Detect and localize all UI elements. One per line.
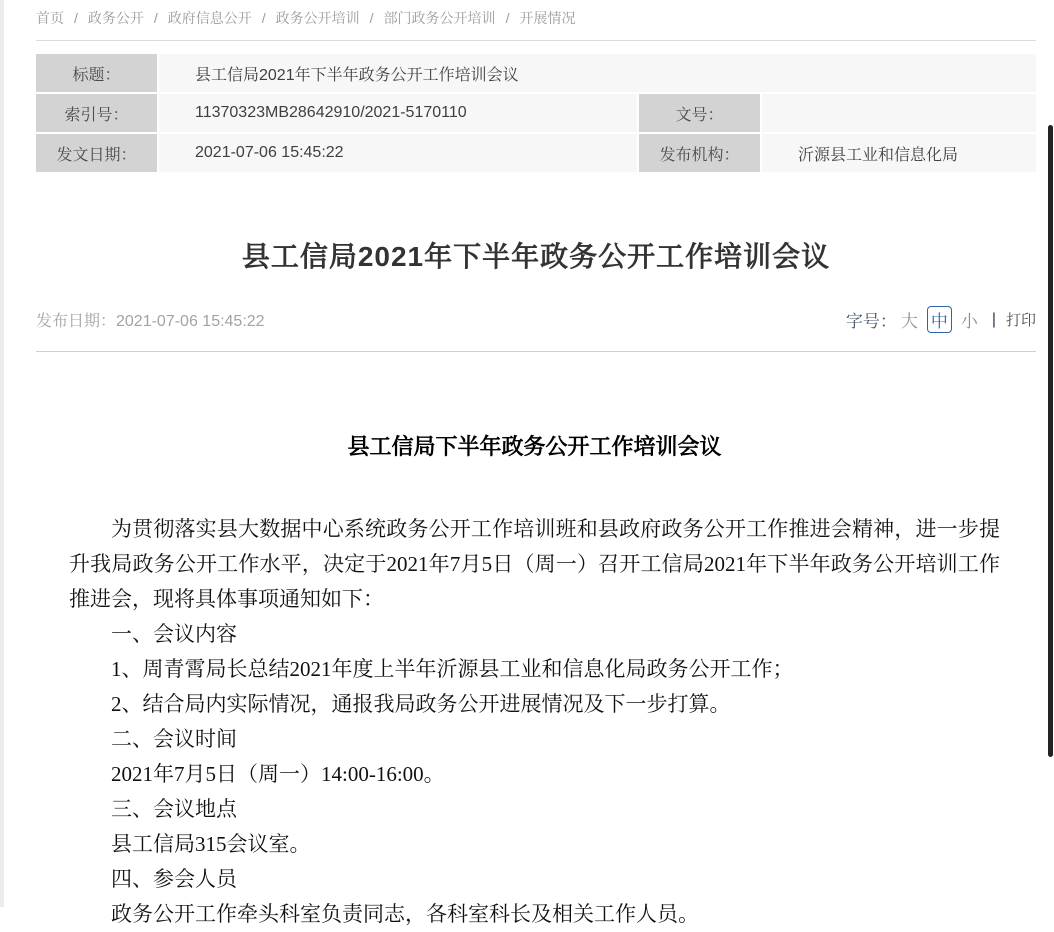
breadcrumb-item-gongkaipeixun[interactable]: 政务公开培训 <box>275 10 360 26</box>
meta-date-label: 发文日期： <box>36 134 157 172</box>
document-inner-title: 县工信局下半年政务公开工作培训会议 <box>347 434 722 459</box>
breadcrumb-item-zhengwugongkai[interactable]: 政务公开 <box>87 10 144 26</box>
meta-index-value: 11370323MB28642910/2021-5170110 <box>159 94 637 132</box>
article-heading-3: 三、会议地点 <box>111 797 237 821</box>
article-content <box>69 429 1000 932</box>
article-paragraph: 1、周青霄局长总结2021年度上半年沂源县工业和信息化局政务公开工作； <box>111 657 794 681</box>
article-paragraph: 县工信局315会议室。 <box>111 832 311 856</box>
vertical-scrollbar-thumb[interactable] <box>1048 125 1053 757</box>
font-size-large-button[interactable]: 大 <box>900 312 918 331</box>
breadcrumb-item-home[interactable]: 首页 <box>36 10 64 26</box>
article-toolbar-row <box>36 306 1036 352</box>
meta-title-label: 标题： <box>36 54 157 92</box>
meta-agency-label: 发布机构： <box>639 134 760 172</box>
publish-date: 发布日期：2021-07-06 15:45:22 <box>36 313 265 330</box>
breadcrumb-separator: / <box>369 10 374 26</box>
breadcrumb-separator: / <box>74 10 78 26</box>
page-title: 县工信局2021年下半年政务公开工作培训会议 <box>241 241 831 272</box>
meta-agency-value: 沂源县工业和信息化局 <box>762 134 1036 172</box>
meta-title-value: 县工信局2021年下半年政务公开工作培训会议 <box>159 54 1036 92</box>
breadcrumb-item-bumenpeixun[interactable]: 部门政务公开培训 <box>383 10 496 26</box>
toolbar-divider: | <box>991 310 996 328</box>
breadcrumb-separator: / <box>153 10 158 26</box>
document-meta-table <box>36 54 1036 172</box>
breadcrumb-item-xinxigongkai[interactable]: 政府信息公开 <box>167 10 252 26</box>
font-size-medium-button[interactable]: 中 <box>927 306 952 333</box>
breadcrumb <box>36 0 1036 41</box>
article-heading-4: 四、参会人员 <box>111 867 237 891</box>
article-heading-2: 二、会议时间 <box>111 727 237 751</box>
breadcrumb-separator: / <box>505 10 510 26</box>
print-button[interactable]: 打印 <box>1005 312 1036 329</box>
page-left-edge <box>0 0 4 907</box>
article-paragraph: 2021年7月5日（周一）14:00-16:00。 <box>111 762 445 786</box>
meta-date-value: 2021-07-06 15:45:22 <box>159 134 637 172</box>
meta-docno-value <box>762 94 1036 132</box>
article-paragraph: 政务公开工作牵头科室负责同志，各科室科长及相关工作人员。 <box>111 902 699 926</box>
article-heading-1: 一、会议内容 <box>111 622 237 646</box>
main-container <box>36 0 1036 932</box>
article-tools <box>846 306 1036 333</box>
article-paragraph: 为贯彻落实县大数据中心系统政务公开工作培训班和县政府政务公开工作推进会精神，进一步提升我局政务公开工作水平，决定于2021年7月5日（周一）召开工信局2021年下半年政务公开培训工作推进会，现将具体事项通知如下： <box>69 517 1000 611</box>
article-paragraph: 2、结合局内实际情况，通报我局政务公开进展情况及下一步打算。 <box>111 692 731 716</box>
breadcrumb-item-kaizhanqingkuang[interactable]: 开展情况 <box>519 10 576 26</box>
meta-docno-label: 文号： <box>639 94 760 132</box>
font-size-label: 字号： <box>845 312 897 331</box>
breadcrumb-separator: / <box>261 10 266 26</box>
meta-index-label: 索引号： <box>36 94 157 132</box>
font-size-small-button[interactable]: 小 <box>960 312 978 331</box>
